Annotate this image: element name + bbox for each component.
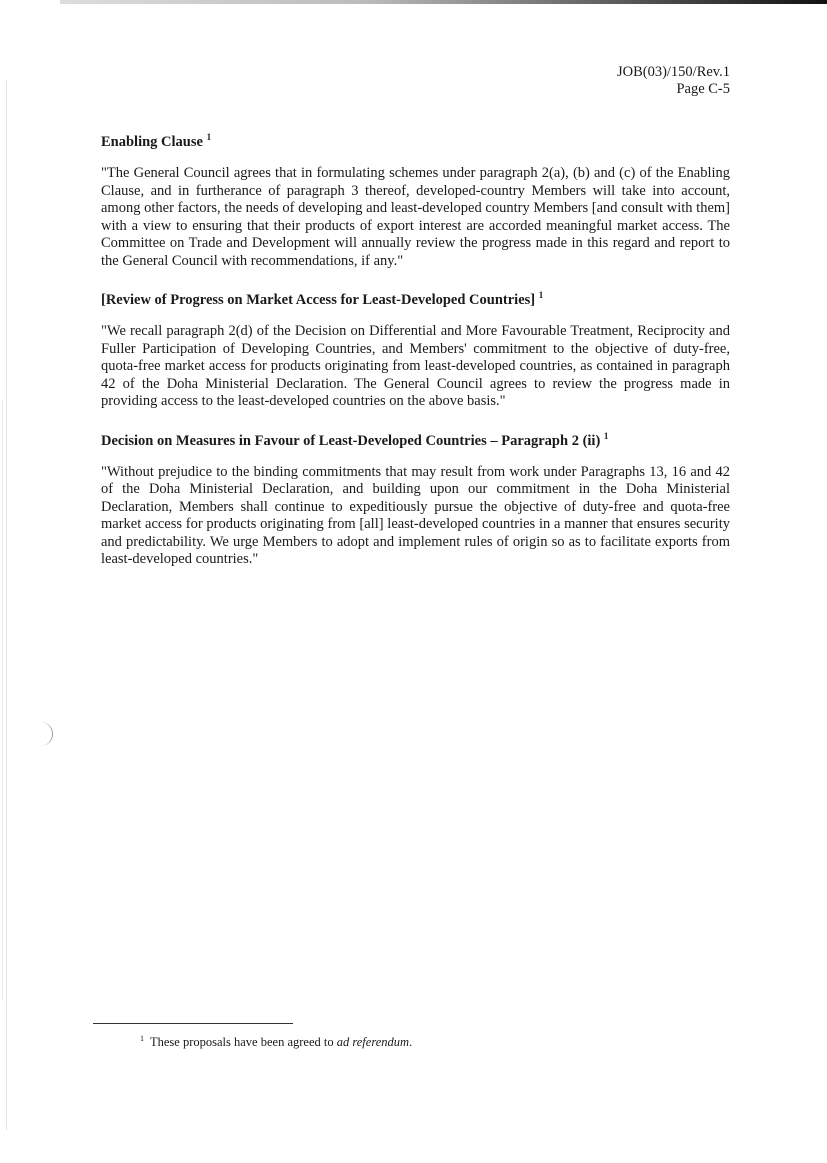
punch-hole-mark	[36, 722, 53, 746]
section-text-decision-measures: "Without prejudice to the binding commitments that may result from work under Paragraphs 13, 16 and 42 of the Doha Ministerial Declaration, and building upon our commitment in the Doha Ministerial Declaration, Members shall continue to expeditiously pursue the objective of duty-free and quota-free market access for products originating from [all] least-developed countries in a manner that ensures security and predictability. We urge Members to adopt and implement rules of origin so as to facilitate exports from least-developed countries."	[101, 463, 730, 567]
footnote-ref[interactable]: 1	[603, 430, 609, 441]
footnote-ref[interactable]: 1	[206, 132, 212, 142]
scan-edge-left-faint	[2, 400, 3, 1000]
section-heading-decision-measures: Decision on Measures in Favour of Least-Developed Countries – Paragraph 2 (ii) $^1$	[101, 430, 609, 449]
page-header	[617, 64, 730, 98]
scan-edge-left	[6, 80, 7, 1130]
section-heading-review-progress: [Review of Progress on Market Access for Least-Developed Countries] $^1$	[101, 290, 544, 308]
section-text-review-progress: "We recall paragraph 2(d) of the Decision on Differential and More Favourable Treatment, Reciprocity and Fuller Participation of Developing Countries, and Members' commitment to the objective of duty-free, quota-free market access for products originating from least-developed countries, as contained in paragraph 42 of the Doha Ministerial Declaration. The General Council agrees to review the progress made in providing access to the least-developed countries on the above basis."	[101, 323, 730, 409]
footnote-text: These proposals have been agreed to	[150, 1035, 334, 1049]
footnote-divider	[93, 1023, 293, 1024]
document-symbol: JOB(03)/150/Rev.1	[616, 64, 730, 80]
footnote-end: .	[409, 1035, 413, 1049]
section-heading-enabling-clause: Enabling Clause $^1$	[101, 132, 212, 150]
footnote-ref[interactable]: 1	[538, 290, 544, 300]
document-body	[101, 128, 730, 585]
scan-edge-top	[60, 0, 827, 4]
page-number: Page C-5	[676, 81, 730, 97]
footnote	[140, 1031, 412, 1050]
footnote-number: 1	[140, 1034, 144, 1043]
footnote-italic-text: ad referendum	[336, 1035, 410, 1049]
section-text-enabling-clause: "The General Council agrees that in formulating schemes under paragraph 2(a), (b) and (c) of the Enabling Clause, and in furtherance of paragraph 3 thereof, developed-country Members will take into account, among other factors, the needs of developing and least-developed country Members [and consult with them] with a view to ensuring that their products of export interest are accorded meaningful market access. The Committee on Trade and Development will annually review the progress made in this regard and report to the General Council with recommendations, if any."	[101, 165, 730, 269]
